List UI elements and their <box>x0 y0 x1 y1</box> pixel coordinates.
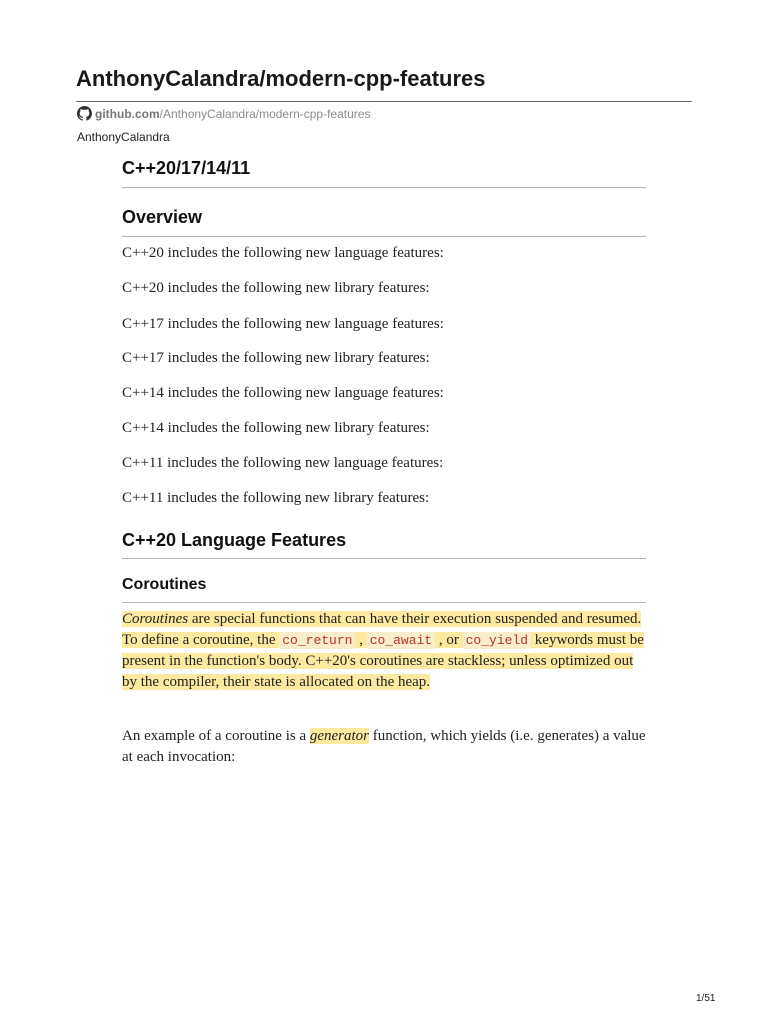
overview-item-cpp14-library[interactable]: C++14 includes the following new library features: <box>122 420 430 436</box>
generator-example-intro <box>122 726 650 767</box>
overview-item-cpp14-language[interactable]: C++14 includes the following new language features: <box>122 385 444 401</box>
overview-item-cpp11-library[interactable]: C++11 includes the following new library features: <box>122 490 430 506</box>
overview-item-cpp11-language[interactable]: C++11 includes the following new language features: <box>122 455 444 471</box>
generator-term: generator <box>309 728 370 744</box>
versions-heading: C++20/17/14/11 <box>122 158 251 178</box>
title-divider <box>76 101 692 102</box>
keyword-separator-2: , or <box>435 631 463 648</box>
co-await-keyword: co_await <box>367 632 435 649</box>
page-number: 1/51 <box>696 993 716 1004</box>
coroutines-term: Coroutines <box>122 611 189 627</box>
source-path[interactable]: /AnthonyCalandra/modern-cpp-features <box>159 106 371 121</box>
example-text-post: function, which yields (i.e. generates) a value at each invocation: <box>122 728 646 765</box>
versions-heading-rule <box>122 187 646 188</box>
language-features-heading: C++20 Language Features <box>122 530 347 550</box>
overview-heading-rule <box>122 236 646 237</box>
github-icon <box>77 106 92 121</box>
author-name: AnthonyCalandra <box>77 130 170 144</box>
coroutines-heading-rule <box>122 602 646 603</box>
source-link[interactable] <box>77 106 370 121</box>
keyword-separator-1: , <box>355 631 367 648</box>
coroutines-heading: Coroutines <box>122 576 207 593</box>
overview-item-cpp17-library[interactable]: C++17 includes the following new library features: <box>122 350 430 366</box>
example-text-pre: An example of a coroutine is a <box>122 728 310 744</box>
overview-item-cpp17-language[interactable]: C++17 includes the following new language features: <box>122 316 444 332</box>
page-title: AnthonyCalandra/modern-cpp-features <box>76 66 486 91</box>
overview-item-cpp20-language[interactable]: C++20 includes the following new language features: <box>122 245 444 261</box>
language-features-heading-rule <box>122 558 646 559</box>
source-domain[interactable]: github.com <box>95 106 160 121</box>
coroutines-text-part2: keywords must be present in the function's body. C++20's coroutines are stackless; unless optimized out by the compiler, their state is allocated on the heap. <box>122 631 644 690</box>
overview-heading: Overview <box>122 207 203 227</box>
coroutines-text-part1: are special functions that can have their execution suspended and resumed. To define a coroutine, the <box>122 611 642 648</box>
overview-item-cpp20-library[interactable]: C++20 includes the following new library features: <box>122 280 430 296</box>
co-yield-keyword: co_yield <box>463 632 531 649</box>
coroutines-description <box>122 609 650 692</box>
co-return-keyword: co_return <box>279 632 355 649</box>
